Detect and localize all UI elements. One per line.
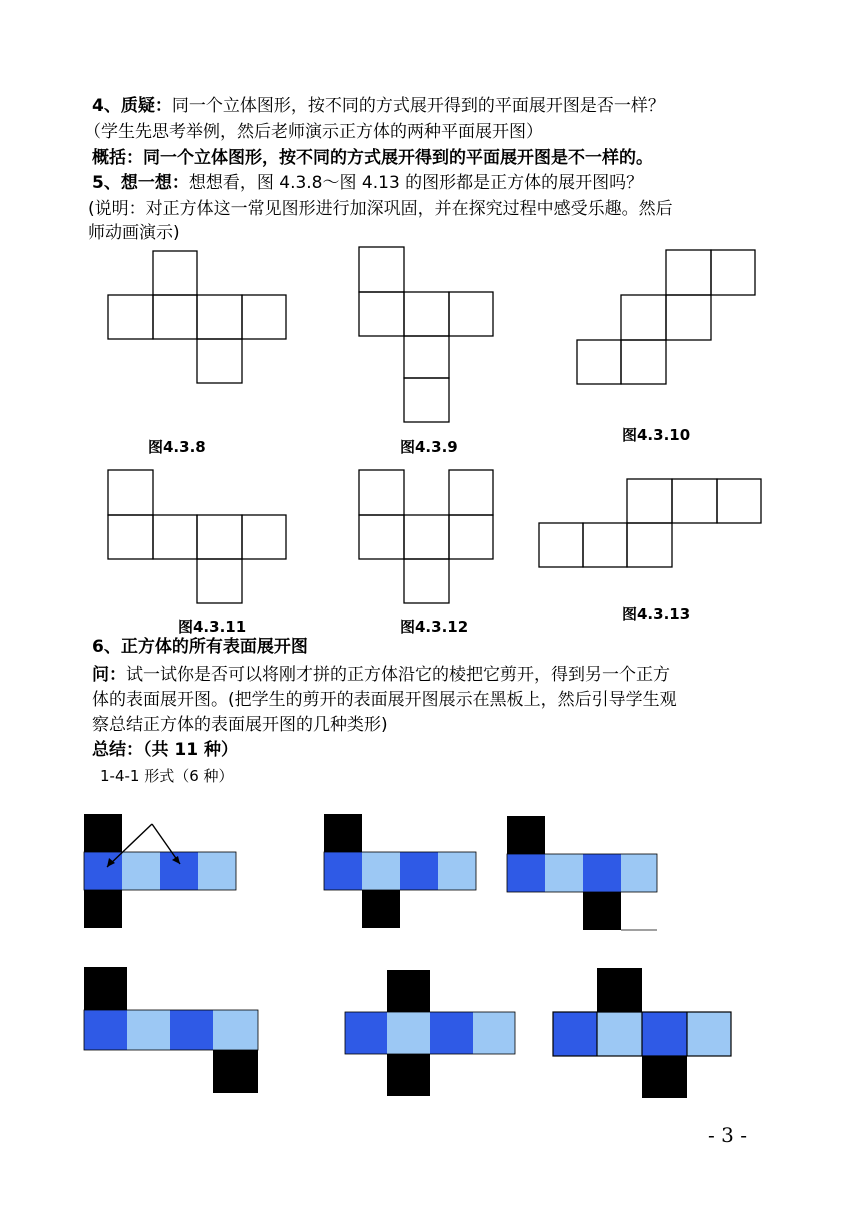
figure-4-3-11: [106, 469, 290, 605]
section5-line: [92, 172, 643, 194]
figure-4-3-8: [106, 250, 290, 386]
summary1-label: 概括：: [92, 148, 143, 168]
colored-net-5: [343, 968, 519, 1100]
section5-note-line1: (说明：对正方体这一常见图形进行加深巩固，并在探究过程中感受乐趣。然后: [88, 199, 673, 219]
section4-note: （学生先思考举例，然后老师演示正方体的两种平面展开图）: [84, 122, 543, 142]
section6-total: 总结：（共 11 种）: [92, 740, 238, 760]
question-label: 问：: [92, 665, 126, 685]
section5-text: 想想看，图 4.3.8～图 4.13 的图形都是正方体的展开图吗？: [188, 173, 644, 193]
question-text: 试一试你是否可以将刚才拼的正方体沿它的棱把它剪开，得到另一个正方: [126, 665, 670, 685]
figure-4-3-13: [537, 477, 765, 569]
section6-question-line1: [92, 664, 670, 686]
section6-question-line2: 体的表面展开图。(把学生的剪开的表面展开图展示在黑板上，然后引导学生观: [92, 690, 677, 710]
colored-net-1: [82, 812, 242, 932]
figure-4-3-9: [357, 246, 497, 424]
section6-form: 1-4-1 形式（6 种）: [100, 767, 234, 785]
figure-caption: 图4.3.8: [148, 438, 206, 456]
colored-net-4: [82, 965, 264, 1097]
section4-line: [92, 95, 665, 117]
section5-label: 5、想一想：: [92, 173, 189, 193]
summary1-text: 同一个立体图形，按不同的方式展开得到的平面展开图是不一样的。: [143, 148, 653, 168]
section6-question-line3: 察总结正方体的表面展开图的几种类形): [92, 715, 388, 735]
section5-note-line2: 师动画演示): [88, 223, 180, 243]
section6-title: 6、正方体的所有表面展开图: [92, 637, 308, 657]
figure-4-3-10: [575, 249, 759, 386]
figure-caption: 图4.3.13: [622, 605, 691, 623]
page-number: - 3 -: [708, 1123, 747, 1147]
figure-caption: 图4.3.12: [400, 618, 469, 636]
summary1-line: [92, 147, 653, 169]
colored-net-3: [505, 814, 661, 934]
section4-label: 4、质疑：: [92, 96, 172, 116]
section4-text: 同一个立体图形，按不同的方式展开得到的平面展开图是否一样？: [171, 96, 665, 116]
figure-caption: 图4.3.9: [400, 438, 458, 456]
figure-caption: 图4.3.11: [178, 618, 247, 636]
figure-caption: 图4.3.10: [622, 426, 691, 444]
figure-4-3-12: [357, 469, 497, 605]
colored-net-2: [322, 812, 480, 932]
colored-net-6: [551, 966, 735, 1100]
